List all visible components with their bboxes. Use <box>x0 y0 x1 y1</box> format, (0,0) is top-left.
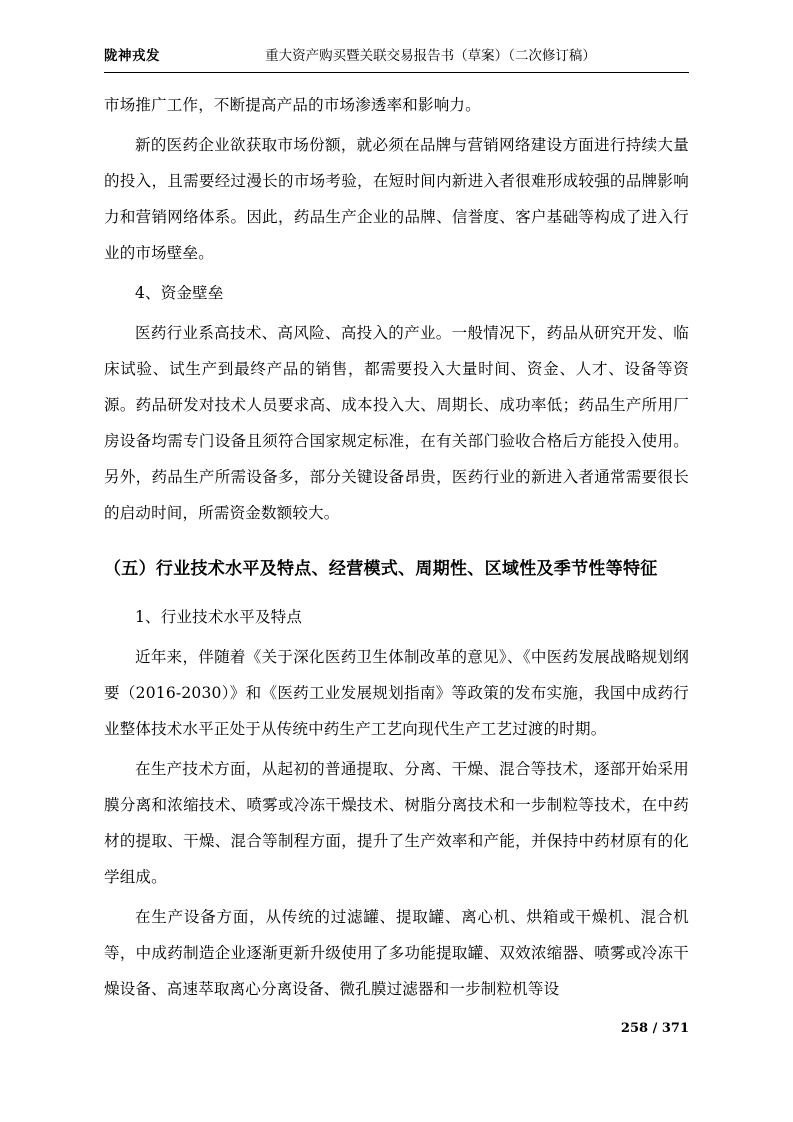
paragraph-production-equipment: 在生产设备方面，从传统的过滤罐、提取罐、离心机、烘箱或干燥机、混合机等，中成药制造企业逐渐更新升级使用了多功能提取罐、双效浓缩器、喷雾或冷冻干燥设备、高速萃取离心分离设备、微孔膜过滤器和一步制粒机等设 <box>104 908 689 998</box>
section-heading-industry-tech: （五）行业技术水平及特点、经营模式、周期性、区域性及季节性等特征 <box>104 559 658 579</box>
header-divider <box>104 72 689 73</box>
page-number-footer: 258 / 371 <box>620 1021 689 1036</box>
subheading-capital-barrier: 4、资金壁垒 <box>135 284 224 302</box>
paragraph-market-barrier: 新的医药企业欲获取市场份额，就必须在品牌与营销网络建设方面进行持续大量的投入，且需要经过漫长的市场考验，在短时间内新进入者很难形成较强的品牌影响力和营销网络体系。因此，药品生产企业的品牌、信誉度、客户基础等构成了进入行业的市场壁垒。 <box>104 136 689 262</box>
header-document-title: 重大资产购买暨关联交易报告书（草案）（二次修订稿） <box>265 48 596 64</box>
page-header <box>104 44 689 70</box>
subheading-tech-level: 1、行业技术水平及特点 <box>135 608 303 626</box>
paragraph-capital-barrier: 医药行业系高技术、高风险、高投入的产业。一般情况下，药品从研究开发、临床试验、试生产到最终产品的销售，都需要投入大量时间、资金、人才、设备等资源。药品研发对技术人员要求高、成本投入大、周期长、成功率低；药品生产所用厂房设备均需专门设备且须符合国家规定标准，在有关部门验收合格后方能投入使用。另外，药品生产所需设备多，部分关键设备昂贵，医药行业的新进入者通常需要很长的启动时间，所需资金数额较大。 <box>104 324 689 522</box>
paragraph-production-tech: 在生产技术方面，从起初的普通提取、分离、干燥、混合等技术，逐部开始采用膜分离和浓缩技术、喷雾或冷冻干燥技术、树脂分离技术和一步制粒等技术，在中药材的提取、干燥、混合等制程方面，提升了生产效率和产能，并保持中药材原有的化学组成。 <box>104 760 689 886</box>
header-company-name: 陇神戎发 <box>104 48 160 64</box>
page-content <box>104 44 689 1011</box>
paragraph-continuation: 市场推广工作，不断提高产品的市场渗透率和影响力。 <box>104 96 481 114</box>
paragraph-policy: 近年来，伴随着《关于深化医药卫生体制改革的意见》、《中医药发展战略规划纲要（2016-2030）》和《医药工业发展规划指南》等政策的发布实施，我国中成药行业整体技术水平正处于从传统中药生产工艺向现代生产工艺过渡的时期。 <box>104 648 689 738</box>
